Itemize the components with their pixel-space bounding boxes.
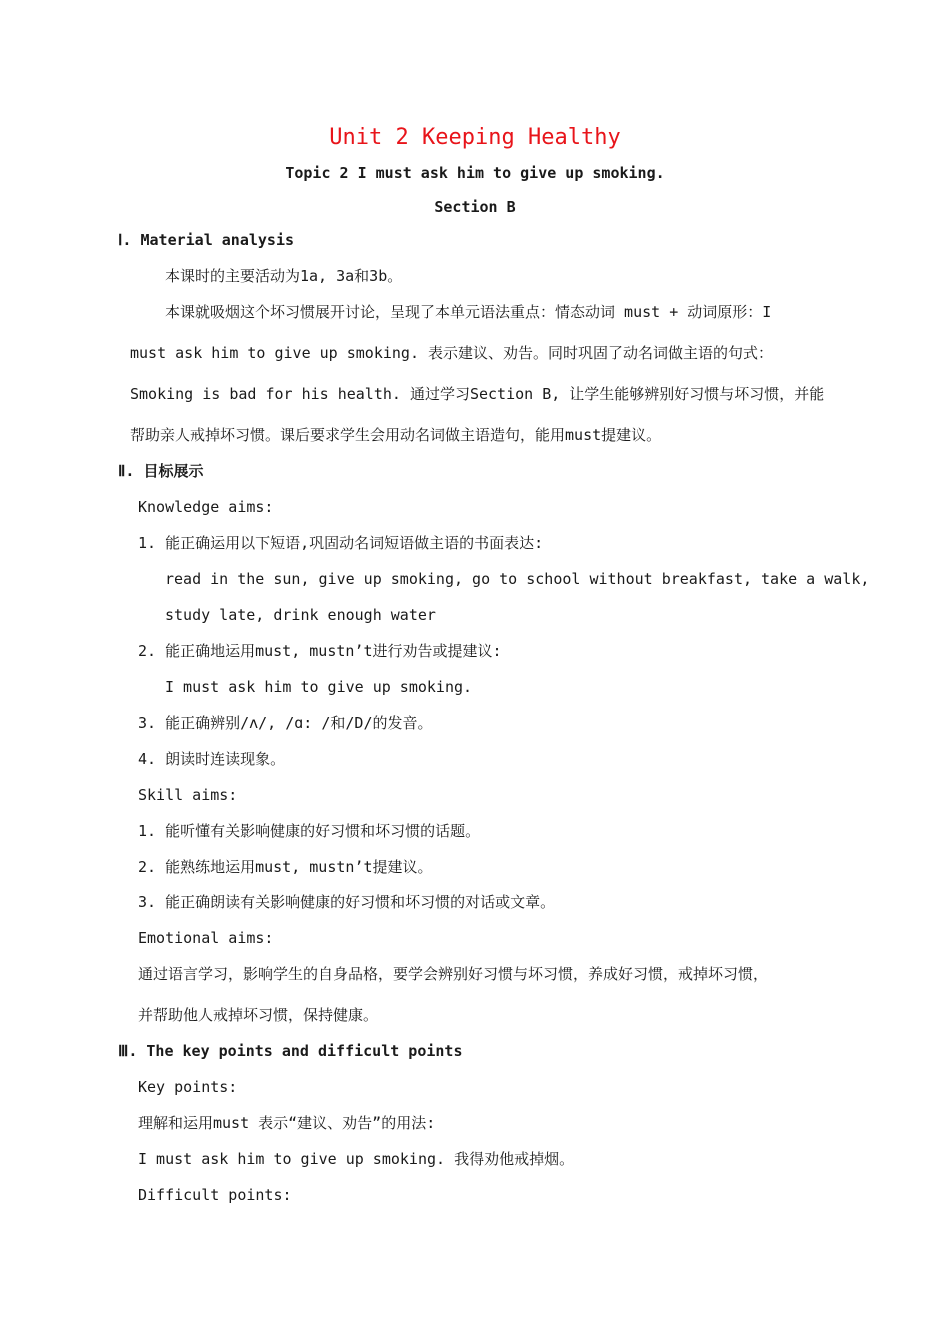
document-title: Unit 2 Keeping Healthy [329, 125, 621, 150]
key-points-label: Key points: [138, 1078, 238, 1096]
emotional-aims-label: Emotional aims: [138, 929, 274, 947]
difficult-points-label: Difficult points: [138, 1186, 292, 1204]
paragraph-line: 通过语言学习，影响学生的自身品格，要学会辨别好习惯与坏习惯，养成好习惯，戒掉坏习惯， [138, 965, 769, 983]
paragraph-line: must ask him to give up smoking. 表示建议、劝告。同时巩固了动名词做主语的句式： [130, 344, 774, 362]
example-sentence: I must ask him to give up smoking. 我得劝他戒掉烟。 [138, 1150, 575, 1168]
paragraph-line: 帮助亲人戒掉坏习惯。课后要求学生会用动名词做主语造句，能用must提建议。 [130, 426, 662, 444]
paragraph-line: 本课就吸烟这个坏习惯展开讨论，呈现了本单元语法重点：情态动词 must + 动词原形：I [165, 303, 772, 321]
list-item: 1. 能听懂有关影响健康的好习惯和坏习惯的话题。 [138, 822, 481, 840]
list-item: 4. 朗读时连读现象。 [138, 750, 286, 768]
topic-subtitle: Topic 2 I must ask him to give up smoking. [285, 164, 665, 182]
paragraph-line: 本课时的主要活动为1a, 3a和3b。 [165, 267, 403, 285]
example-sentence: I must ask him to give up smoking. [165, 678, 473, 696]
list-item: 3. 能正确辨别/ʌ/, /ɑ: /和/D/的发音。 [138, 714, 433, 732]
heading-key-points: Ⅲ. The key points and difficult points [118, 1042, 463, 1060]
list-item: 2. 能正确地运用must, mustn’t进行劝告或提建议: [138, 642, 502, 660]
list-item: 2. 能熟练地运用must, mustn’t提建议。 [138, 858, 433, 876]
skill-aims-label: Skill aims: [138, 786, 238, 804]
paragraph-line: 并帮助他人戒掉坏习惯，保持健康。 [138, 1006, 379, 1024]
knowledge-aims-label: Knowledge aims: [138, 498, 274, 516]
heading-material-analysis: Ⅰ. Material analysis [118, 231, 295, 249]
phrase-line: read in the sun, give up smoking, go to school without breakfast, take a walk, [165, 570, 870, 588]
list-item: 1. 能正确运用以下短语,巩固动名词短语做主语的书面表达: [138, 534, 544, 552]
heading-goals: Ⅱ. 目标展示 [118, 462, 204, 480]
section-subtitle: Section B [434, 198, 516, 216]
phrase-line: study late, drink enough water [165, 606, 436, 624]
list-item: 3. 能正确朗读有关影响健康的好习惯和坏习惯的对话或文章。 [138, 893, 556, 911]
paragraph-line: 理解和运用must 表示“建议、劝告”的用法: [138, 1114, 436, 1132]
paragraph-line: Smoking is bad for his health. 通过学习Section B, 让学生能够辨别好习惯与坏习惯，并能 [130, 385, 825, 403]
